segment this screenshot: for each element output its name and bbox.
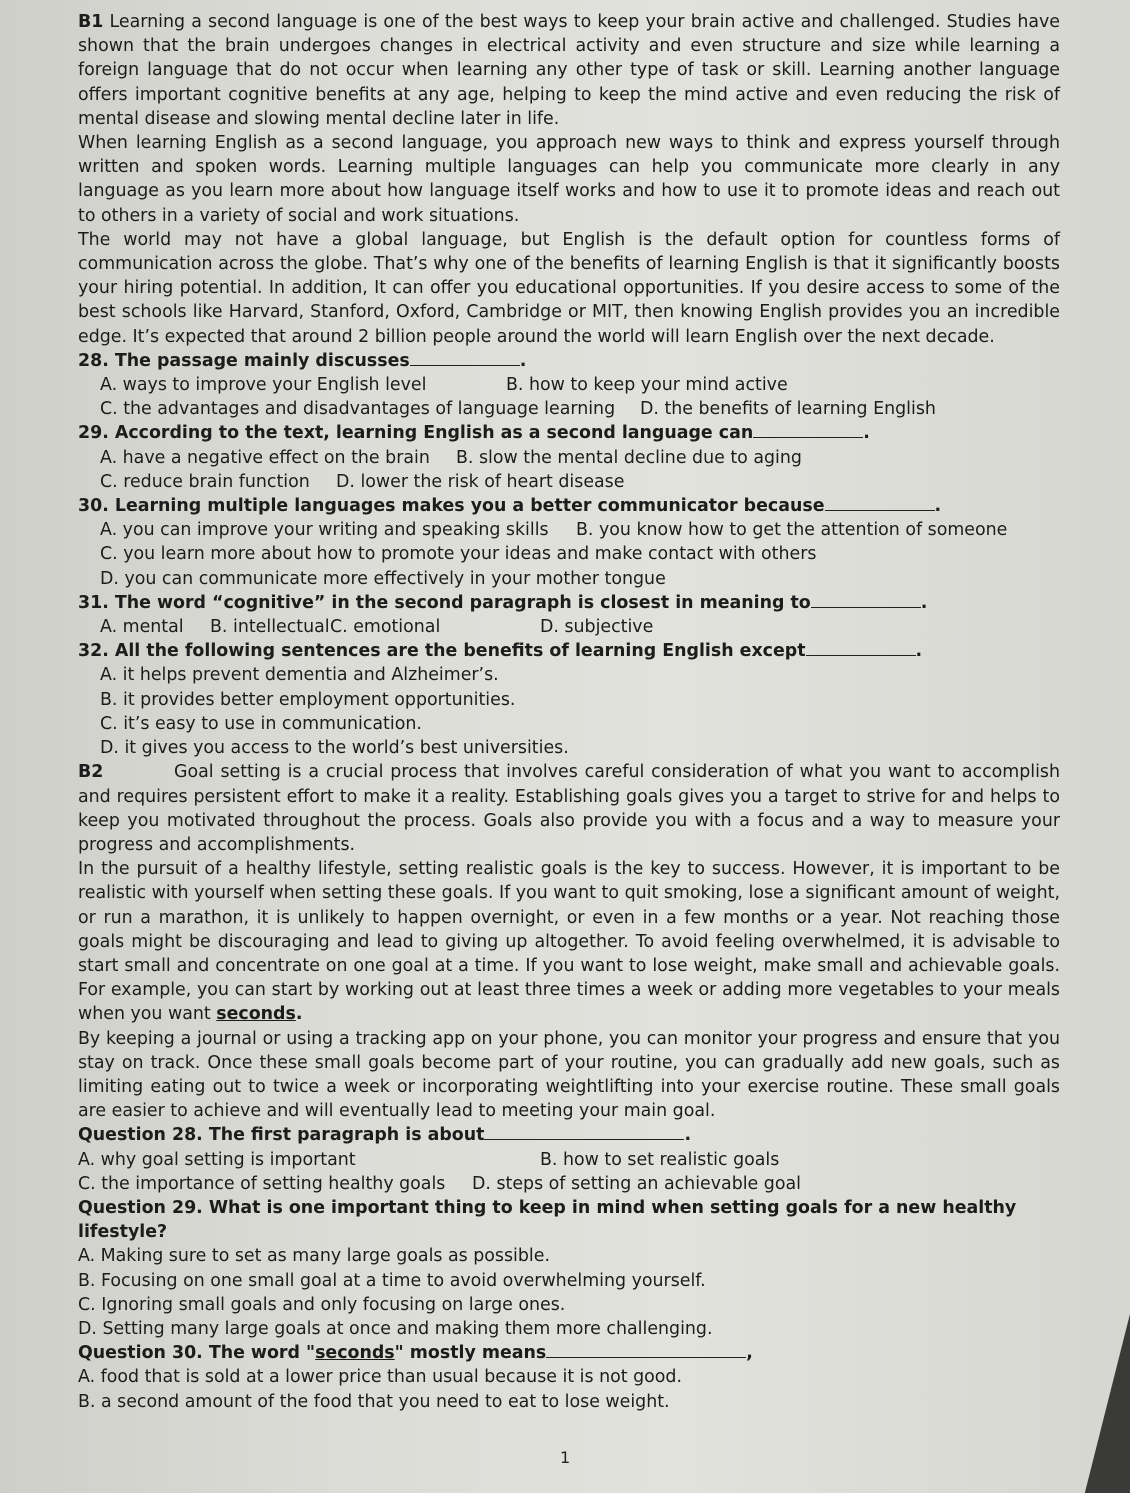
option: B. it provides better employment opportunities. xyxy=(100,689,516,710)
answer-blank xyxy=(410,349,520,366)
option: D. you can communicate more effectively in your mother tongue xyxy=(100,568,666,589)
question-29-options-row-2 xyxy=(78,470,1060,494)
option: B. how to keep your mind active xyxy=(506,375,788,396)
question-30-stem: 30. Learning multiple languages makes you a better communicator because . xyxy=(78,496,942,517)
question-30-options-row-1 xyxy=(78,518,1060,542)
question-29-stem: 29. According to the text, learning English as a second language can . xyxy=(78,423,870,444)
underlined-word-seconds: seconds xyxy=(315,1343,395,1364)
option: B. slow the mental decline due to aging xyxy=(456,447,802,468)
question-32-stem: 32. All the following sentences are the benefits of learning English except . xyxy=(78,641,923,662)
option: B. you know how to get the attention of someone xyxy=(576,520,1008,541)
option: D. it gives you access to the world’s best universities. xyxy=(100,738,569,759)
option: D. the benefits of learning English xyxy=(640,399,936,420)
question-31-options xyxy=(78,615,1060,639)
option: C. the advantages and disadvantages of language learning xyxy=(100,399,616,420)
option: A. Making sure to set as many large goals as possible. xyxy=(78,1246,550,1267)
answer-blank xyxy=(825,494,935,511)
b2-question-28-options-row-1 xyxy=(78,1148,1060,1172)
question-28-options-row-1 xyxy=(78,373,1060,397)
option: C. emotional xyxy=(330,617,441,638)
page-number: 1 xyxy=(560,1448,571,1467)
option: A. why goal setting is important xyxy=(78,1149,356,1170)
option: B. intellectual xyxy=(210,617,330,638)
question-29-options-row-1 xyxy=(78,446,1060,470)
worksheet-content xyxy=(78,10,1060,1414)
option: A. ways to improve your English level xyxy=(100,375,427,396)
answer-blank xyxy=(484,1123,684,1140)
option: C. you learn more about how to promote your ideas and make contact with others xyxy=(100,544,817,565)
b2-question-30-stem: Question 30. The word "seconds" mostly means , xyxy=(78,1343,753,1364)
answer-blank xyxy=(806,639,916,656)
option: C. Ignoring small goals and only focusing on large ones. xyxy=(78,1294,566,1315)
option: D. Setting many large goals at once and making them more challenging. xyxy=(78,1318,713,1339)
b2-question-28-stem: Question 28. The first paragraph is about . xyxy=(78,1125,692,1146)
option: C. the importance of setting healthy goals xyxy=(78,1173,446,1194)
underlined-word-seconds: seconds xyxy=(216,1004,296,1025)
question-28-stem: 28. The passage mainly discusses . xyxy=(78,350,527,371)
b1-paragraph-3: The world may not have a global language, but English is the default option for countless forms of communication across the globe. That’s why one of the benefits of learning English is that it significantly boosts your hiring potential. In addition, It can offer you educational opportunities. If you desire access to some of the best schools like Harvard, Stanford, Oxford, Cambridge or MIT, then knowing English provides you an incredible edge. It’s expected that around 2 billion people around the world will learn English over the next decade. xyxy=(78,229,1060,347)
option: D. steps of setting an achievable goal xyxy=(472,1173,801,1194)
b1-paragraph-2: When learning English as a second language, you approach new ways to think and express yourself through written and spoken words. Learning multiple languages can help you communicate more clearly in any language as you learn more about how language itself works and how to use it to promote ideas and reach out to others in a variety of social and work situations. xyxy=(78,133,1060,226)
answer-blank xyxy=(811,591,921,608)
b2-paragraph-2: In the pursuit of a healthy lifestyle, setting realistic goals is the key to success. However, it is important to be realistic with yourself when setting these goals. If you want to quit smoking, lose a significant amount of weight, or run a marathon, it is unlikely to happen overnight, or even in a few months or a year. Not reaching those goals might be discouraging and lead to giving up altogether. To avoid feeling overwhelmed, it is advisable to start small and concentrate on one goal at a time. If you want to lose weight, make small and achievable goals. For example, you can start by working out at least three times a week or adding more vegetables to your meals when you want seconds. xyxy=(78,859,1060,1025)
option: C. it’s easy to use in communication. xyxy=(100,713,422,734)
b1-paragraph-1: B1 Learning a second language is one of the best ways to keep your brain active and challenged. Studies have shown that the brain undergoes changes in electrical activity and even structure and size while learning a foreign language that do not occur when learning any other type of task or skill. Learning another language offers important cognitive benefits at any age, helping to keep the mind active and even reducing the risk of mental disease and slowing mental decline later in life. xyxy=(78,12,1060,129)
answer-blank xyxy=(753,421,863,438)
question-28-options-row-2 xyxy=(78,397,1060,421)
b2-question-28-options-row-2 xyxy=(78,1172,1060,1196)
option: A. mental xyxy=(100,617,184,638)
option: A. have a negative effect on the brain xyxy=(100,447,430,468)
option: A. food that is sold at a lower price than usual because it is not good. xyxy=(78,1367,682,1388)
option: D. lower the risk of heart disease xyxy=(336,471,625,492)
option: B. how to set realistic goals xyxy=(540,1149,780,1170)
option: A. you can improve your writing and speaking skills xyxy=(100,520,549,541)
option: B. Focusing on one small goal at a time to avoid overwhelming yourself. xyxy=(78,1270,706,1291)
option: B. a second amount of the food that you need to eat to lose weight. xyxy=(78,1391,670,1412)
answer-blank xyxy=(546,1341,746,1358)
option: C. reduce brain function xyxy=(100,471,310,492)
option: D. subjective xyxy=(540,617,654,638)
question-31-stem: 31. The word “cognitive” in the second paragraph is closest in meaning to . xyxy=(78,592,928,613)
option: A. it helps prevent dementia and Alzheimer’s. xyxy=(100,665,499,686)
b2-paragraph-1: B2 Goal setting is a crucial process that involves careful consideration of what you want to accomplish and requires persistent effort to make it a reality. Establishing goals gives you a target to strive for and helps to keep you motivated throughout the process. Goals also provide you with a focus and a way to measure your progress and accomplishments. xyxy=(78,762,1060,855)
section-label-b2: B2 xyxy=(78,762,104,783)
section-label-b1: B1 xyxy=(78,12,104,32)
b2-question-29-stem: Question 29. What is one important thing to keep in mind when setting goals for a new healthy lifestyle? xyxy=(78,1197,1017,1243)
b2-paragraph-3: By keeping a journal or using a tracking app on your phone, you can monitor your progress and ensure that you stay on track. Once these small goals become part of your routine, you can gradually add new goals, such as limiting eating out to twice a week or incorporating weightlifting into your exercise routine. These small goals are easier to achieve and will eventually lead to meeting your main goal. xyxy=(78,1028,1060,1122)
